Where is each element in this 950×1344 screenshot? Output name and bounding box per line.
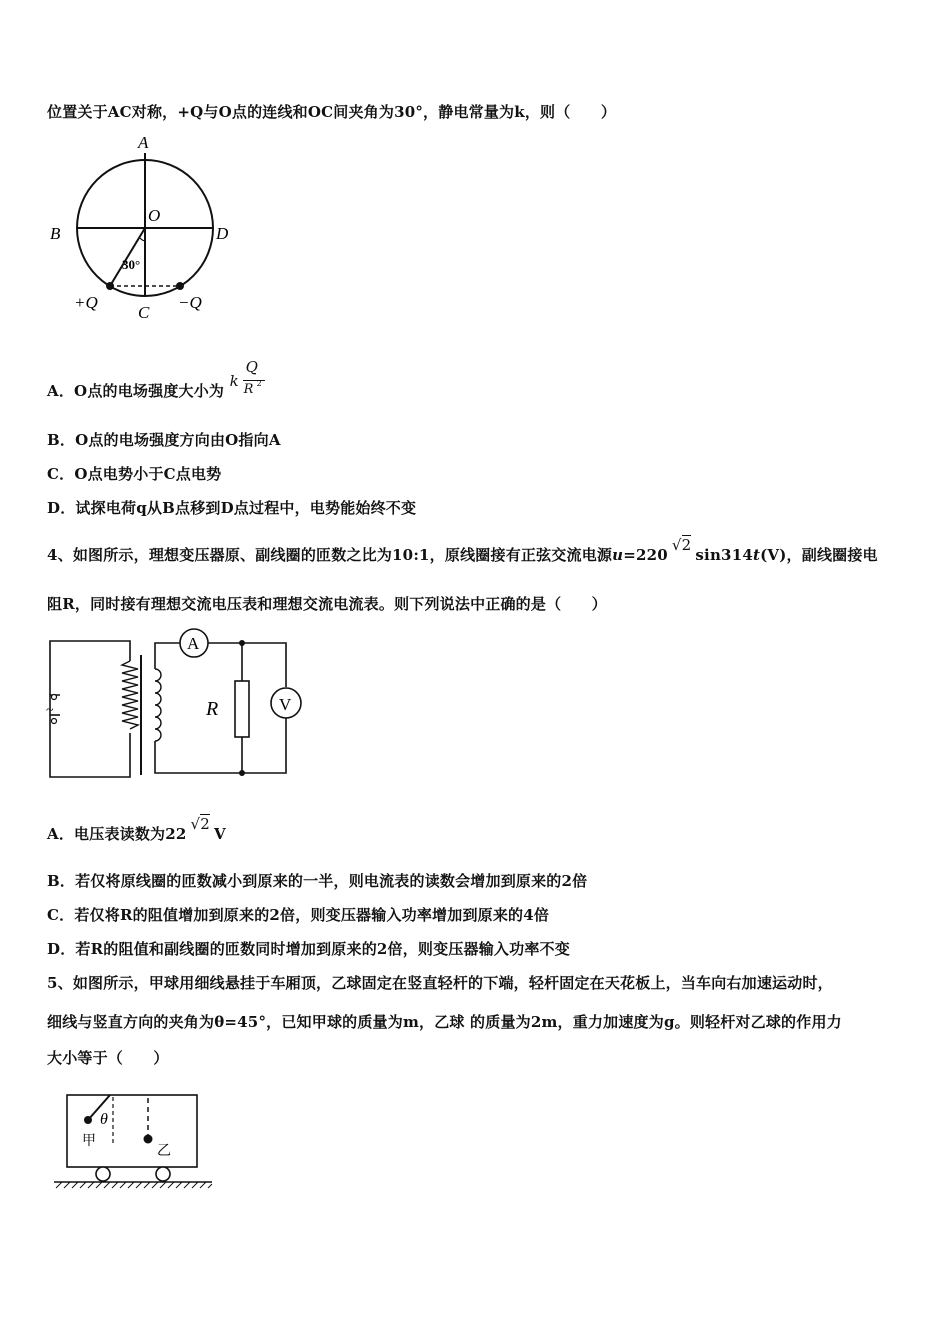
- sqrt-symbol: √2: [671, 536, 692, 554]
- label-a: A: [138, 133, 149, 152]
- option-letter: D．: [47, 499, 76, 517]
- source-terminal-top: [52, 695, 57, 700]
- label-plus-q: +Q: [74, 293, 98, 312]
- ground-hatching: [56, 1182, 212, 1188]
- resistor-label: R: [206, 698, 219, 720]
- q4-stem-text: 4、如图所示，理想变压器原、副线圈的匝数之比为10:1，原线圈接有正弦交流电源: [47, 546, 613, 564]
- q4-option-a[interactable]: [47, 815, 226, 844]
- sqrt-value: 2: [681, 536, 692, 554]
- label-c: C: [138, 303, 150, 322]
- label-angle: 30°: [122, 257, 141, 272]
- q5-stem-line1: 5、如图所示，甲球用细线悬挂于车厢顶，乙球固定在竖直轻杆的下端，轻杆固定在天花板上，当车向右加速运动时，: [47, 974, 833, 992]
- option-text: O点电势小于C点电势: [74, 465, 222, 483]
- q4-option-c[interactable]: [47, 904, 549, 925]
- voltmeter-label: V: [279, 695, 292, 714]
- option-text: O点的电场强度大小为: [74, 382, 225, 400]
- sqrt-symbol: √2: [190, 815, 211, 833]
- label-d: D: [216, 224, 229, 243]
- ac-source-icon: ~: [46, 703, 54, 718]
- minus-q-charge: [176, 282, 184, 290]
- label-yi: 乙: [157, 1144, 171, 1159]
- q4-option-b[interactable]: [47, 870, 587, 891]
- q3-option-c[interactable]: [47, 463, 221, 484]
- q3-option-d[interactable]: [47, 497, 416, 518]
- wheel-left: [96, 1167, 110, 1181]
- option-text: O点的电场强度方向由O指向A: [75, 431, 281, 449]
- option-text: 若仅将R的阻值增加到原来的2倍，则变压器输入功率增加到原来的4倍: [74, 906, 550, 924]
- formula-exponent: 2: [256, 379, 262, 388]
- option-text: 若仅将原线圈的匝数减小到原来的一半，则电流表的读数会增加到原来的2倍: [75, 872, 588, 890]
- q4-option-d[interactable]: [47, 938, 570, 959]
- q3-option-b[interactable]: [47, 429, 281, 450]
- ball-jia: [84, 1116, 92, 1124]
- ammeter-label: A: [187, 634, 200, 653]
- theta-label: θ: [100, 1111, 108, 1128]
- option-letter: C．: [47, 465, 75, 483]
- label-jia: 甲: [82, 1134, 96, 1149]
- label-minus-q: −Q: [178, 293, 202, 312]
- q5-stem-line3: 大小等于（ ）: [47, 1049, 169, 1067]
- q4-sin: sin314: [695, 546, 753, 564]
- option-letter: B．: [47, 431, 76, 449]
- secondary-coil: [155, 669, 161, 741]
- plus-q-charge: [106, 282, 114, 290]
- option-text: 电压表读数为22: [74, 825, 187, 843]
- sqrt-value: 2: [200, 815, 211, 833]
- primary-coil: [122, 661, 138, 729]
- wheel-right: [156, 1167, 170, 1181]
- q4-stem-line2: 阻R，同时接有理想交流电压表和理想交流电流表。则下列说法中正确的是（ ）: [47, 595, 607, 613]
- primary-wire-upper: [50, 641, 130, 695]
- option-text: 若R的阻值和副线圈的匝数同时增加到原来的2倍，则变压器输入功率不变: [75, 940, 570, 958]
- q5-cart-figure: [50, 1090, 220, 1200]
- option-letter: C．: [47, 906, 75, 924]
- primary-wire: [50, 695, 130, 777]
- secondary-wire-bottom: [155, 717, 286, 773]
- option-unit: V: [214, 825, 226, 843]
- label-o: O: [148, 206, 161, 225]
- q4-u-symbol: u: [612, 546, 624, 564]
- formula-k: k: [229, 372, 239, 390]
- option-letter: A．: [47, 382, 75, 400]
- q3-option-a[interactable]: [47, 358, 270, 414]
- q3-intro-text: 位置关于AC对称，+Q与O点的连线和OC间夹角为30°，静电常量为k，则（ ）: [47, 103, 617, 121]
- q4-eq: =220: [623, 546, 668, 564]
- q5-stem-line2: 细线与竖直方向的夹角为θ=45°，已知甲球的质量为m，乙球 的质量为2m，重力加速度为g。则轻杆对乙球的作用力: [47, 1013, 842, 1031]
- field-strength-formula: [230, 360, 270, 404]
- label-b: B: [50, 224, 61, 243]
- option-letter: A．: [47, 825, 75, 843]
- secondary-wire-top: [155, 643, 180, 669]
- ball-yi: [144, 1135, 153, 1144]
- q4-circuit-figure: [40, 625, 310, 785]
- q4-tail: (V)，副线圈接电: [760, 546, 878, 564]
- option-letter: B．: [47, 872, 76, 890]
- q4-stem-line1: [47, 536, 878, 565]
- q3-circle-figure: [40, 128, 260, 328]
- option-text: 试探电荷q从B点移到D点过程中，电势能始终不变: [75, 499, 417, 517]
- option-letter: D．: [47, 940, 76, 958]
- resistor-symbol: [235, 681, 249, 737]
- cart-body: [67, 1095, 197, 1167]
- source-terminal-bottom: [52, 719, 57, 724]
- formula-denominator: R: [243, 382, 254, 397]
- formula-numerator: Q: [245, 358, 259, 376]
- q4-t-symbol: t: [752, 546, 761, 564]
